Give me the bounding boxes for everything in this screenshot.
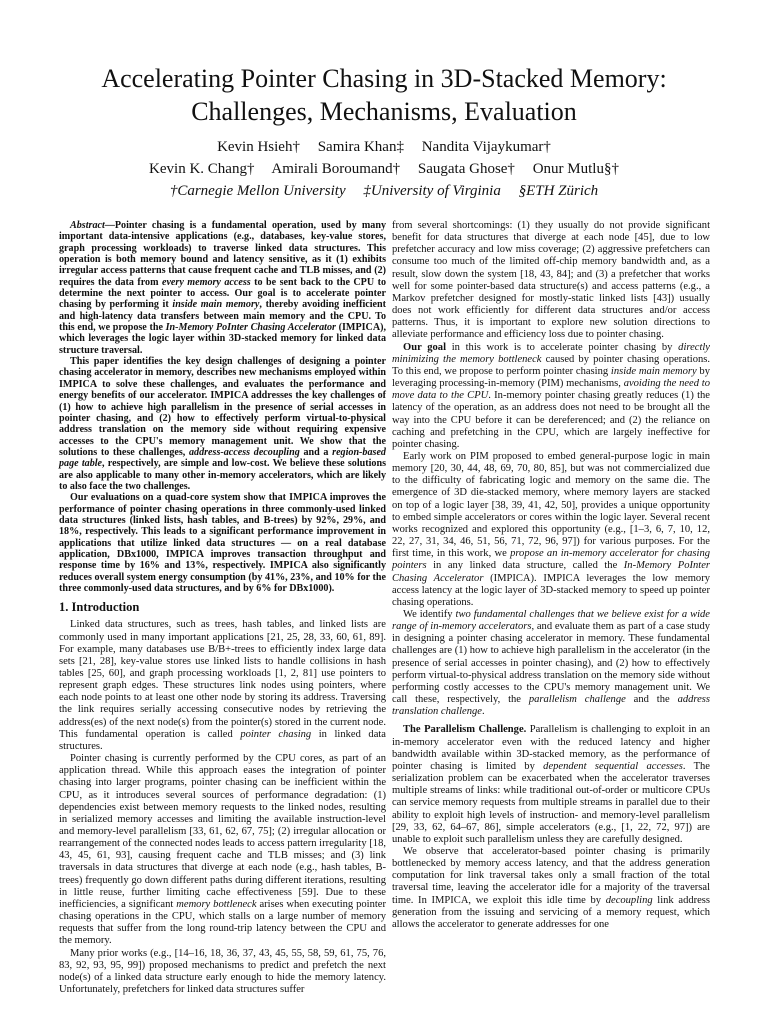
affiliation: ‡University of Virginia: [363, 183, 501, 199]
author: Nandita Vijaykumar†: [421, 139, 551, 155]
section-heading-introduction: 1. Introduction: [59, 600, 140, 615]
challenges-paragraph: We identify two fundamental challenges that we believe exist for a wide range of in-memory accelerators, and evaluate them as part of a case study in designing a pointer chasing accelerator in memory. These fundamental challenges are (1) how to achieve high parallelism in the accelerator (in the presence of serial accesses in pointer chasing), and (2) how to effectively perform virtual-to-physical address translation on the memory side without performing costly accesses to the CPU's memory management unit. We call these, respectively, the parallelism challenge and the address translation challenge.: [392, 609, 710, 718]
intro-paragraph-1: Linked data structures, such as trees, hash tables, and linked lists are commonly used in many important applications [21, 25, 28, 33, 60, 61, 89]. For example, many databases use B/B+-trees to efficiently index large data sets [21, 28], key-value stores use linked lists to handle collisions in hash tables [25, 60], and graph processing workloads [1, 2, 81] use pointers to represent graph edges. These structures link nodes using pointers, where each node points to at least one other node by storing its address. Traversing the link requires serially accessing consecutive nodes by retrieving the address(es) of the next node(s) from the pointer(s) stored in the current node. This fundamental operation is called pointer chasing in linked data structures.: [59, 619, 386, 752]
affiliations: [40, 180, 728, 202]
authors-line-1: [40, 136, 728, 158]
abstract-paragraph-3: Our evaluations on a quad-core system show that IMPICA improves the performance of pointer chasing operations in three commonly-used linked data structures (linked lists, hash tables, and B-trees) by 92%, 29%, and 18%, respectively. This leads to a significant performance improvement in applications that utilize linked data structures — on a real database application, DBx1000, IMPICA improves transaction throughput and response time by 16% and 13%, respectively. IMPICA also significantly reduces overall system energy consumption (by 41%, 23%, and 10% for the three commonly-used data structures, and by 6% for DBx1000).: [59, 492, 386, 594]
paper-title: [40, 62, 728, 128]
parallelism-paragraph: The Parallelism Challenge. Parallelism is challenging to exploit in an in-memory accelerator even with the reduced latency and higher bandwidth available within 3D-stacked memory, as the performance of pointer chasing is limited by dependent sequential accesses. The serialization problem can be exacerbated when the accelerator traverses multiple streams of links: while traditional out-of-order or multicore CPUs can service memory requests from multiple streams in parallel due to their ability to exploit high levels of instruction- and memory-level parallelism [29, 33, 62, 64–67, 86], simple accelerators (e.g., [1, 22, 72, 97]) are unable to exploit such parallelism unless they are carefully designed.: [392, 724, 710, 845]
author: Saugata Ghose†: [417, 161, 515, 177]
decoupling-paragraph: We observe that accelerator-based pointer chasing is primarily bottlenecked by memory access latency, and that the address generation computation for link traversal takes only a small fraction of the total traversal time, leaving the accelerator idle for a majority of the traversal time. In IMPICA, we exploit this idle time by decoupling link address generation from the issuing and servicing of a memory request, which allows the accelerator to generate addresses for one: [392, 845, 711, 930]
affiliation: †Carnegie Mellon University: [169, 183, 346, 199]
intro-paragraph-3: Many prior works (e.g., [14–16, 18, 36, 37, 43, 45, 55, 58, 59, 61, 75, 76, 83, 92, 93, 95, 99]) proposed mechanisms to predict and prefetch the next node(s) of a linked data structure early enough to hide the memory latency. Unfortunately, prefetchers for linked data structures suffer: [59, 947, 386, 996]
author: Samira Khan‡: [317, 139, 404, 155]
author: Amirali Boroumand†: [271, 161, 401, 177]
pim-paragraph: Early work on PIM proposed to embed general-purpose logic in main memory [20, 30, 44, 48, 69, 70, 80, 85], but was not commercialized due to the difficulty of fabricating logic and memory on the same die. The emergence of 3D die-stacked memory, where memory layers are stacked on top of a logic layer [38, 39, 41, 42, 50], provides a unique opportunity to embed simple accelerators or cores within the logic layer. Several recent works recognized and explored this opportunity (e.g., [1–3, 6, 7, 10, 12, 22, 27, 31, 34, 46, 51, 56, 71, 72, 96, 97]) for various purposes. For the first time, in this work, we propose an in-memory accelerator for chasing pointers in any linked data structure, called the In-Memory PoInter Chasing Accelerator (IMPICA). IMPICA leverages the low memory access latency at the logic layer of 3D-stacked memory to speed up pointer chasing operations.: [392, 450, 710, 608]
author: Onur Mutlu§†: [532, 161, 619, 177]
intro-paragraph-2: Pointer chasing is currently performed by the CPU cores, as part of an application thread. While this approach eases the integration of pointer chasing into larger programs, pointer chasing can be inefficient within the CPU, as it introduces several sources of performance degradation: (1) dependencies exist between memory requests to the linked nodes, resulting in serialized memory accesses and limiting the available instruction-level and memory-level parallelism [33, 61, 62, 67, 75]; (2) irregular allocation or rearrangement of the connected nodes leads to access pattern irregularity [18, 43, 45, 61, 93], causing frequent cache and TLB misses; and (3) link traversals in data structures that diverge at each node (e.g., hash tables, B-trees) frequently go down different paths during different iterations, resulting in little reuse, further limiting cache effectiveness [59]. Due to these inefficiencies, a significant memory bottleneck arises when executing pointer chasing operations in the CPU, which stalls on a large number of memory requests that suffer from the long round-trip latency between the CPU and the memory.: [59, 753, 386, 947]
author: Kevin K. Chang†: [149, 161, 255, 177]
abstract-label: Abstract: [70, 220, 105, 231]
right-column: [392, 220, 710, 931]
left-column: [59, 220, 386, 996]
author: Kevin Hsieh†: [217, 139, 300, 155]
authors-line-2: [40, 158, 728, 180]
affiliation: §ETH Zürich: [518, 183, 599, 199]
goal-paragraph: Our goal in this work is to accelerate pointer chasing by directly minimizing the memory bottleneck caused by pointer chasing operations. To this end, we propose to perform pointer chasing inside main memory by leveraging processing-in-memory (PIM) mechanisms, avoiding the need to move data to the CPU. In-memory pointer chasing greatly reduces (1) the latency of the operation, as an address does not need to be brought all the way into the CPU before it can be dereferenced; and (2) the reliance on caching and prefetching in the CPU, which are largely ineffective for pointer chasing.: [392, 341, 711, 450]
abstract-paragraph-2: This paper identifies the key design challenges of designing a pointer chasing accelerator in memory, describes new mechanisms employed within IMPICA to solve these challenges, and evaluates the performance and energy benefits of our accelerator. IMPICA addresses the key challenges of (1) how to achieve high parallelism in the presence of serial accesses in pointer chasing, and (2) how to effectively perform virtual-to-physical address translation on the memory side without requiring expensive accesses to the CPU's memory management unit. We show that the solutions to these challenges, address-access decoupling and a region-based page table, respectively, are simple and low-cost. We believe these solutions are also applicable to many other in-memory accelerators, which are likely to also face the two challenges.: [59, 356, 387, 492]
abstract-paragraph-1: Abstract—Pointer chasing is a fundamental operation, used by many important data-intensive applications (e.g., databases, key-value stores, graph processing workloads) to traverse linked data structures. This operation is both memory bound and latency sensitive, as it (1) exhibits irregular access patterns that cause frequent cache and TLB misses, and (2) requires the data from every memory access to be sent back to the CPU to determine the next pointer to access. Our goal is to accelerate pointer chasing by performing it inside main memory, thereby avoiding inefficient and high-latency data transfers between main memory and the CPU. To this end, we propose the In-Memory PoInter Chasing Accelerator (IMPICA), which leverages the logic layer within 3D-stacked memory for linked data structure traversal.: [59, 220, 386, 356]
abstract: [59, 220, 386, 594]
author-block: [40, 136, 728, 202]
title-line-2: Challenges, Mechanisms, Evaluation: [191, 97, 577, 126]
right-paragraph-1: from several shortcomings: (1) they usually do not provide significant benefit for data structures that diverge at each node [45], due to low prefetcher accuracy and low miss coverage; (2) aggressive prefetchers can consume too much of the limited off-chip memory bandwidth and, as a result, slow down the system [18, 43, 84]; and (3) a prefetcher that works well for some pointer-based data structure(s) and access patterns (e.g., a Markov prefetcher designed for mostly-static linked lists [43]) usually does not work efficiently for different data structures and/or access patterns. Thus, it is important to explore new solution directions to alleviate performance and efficiency loss due to pointer chasing.: [392, 220, 710, 341]
title-line-1: Accelerating Pointer Chasing in 3D-Stacked Memory:: [101, 64, 667, 93]
